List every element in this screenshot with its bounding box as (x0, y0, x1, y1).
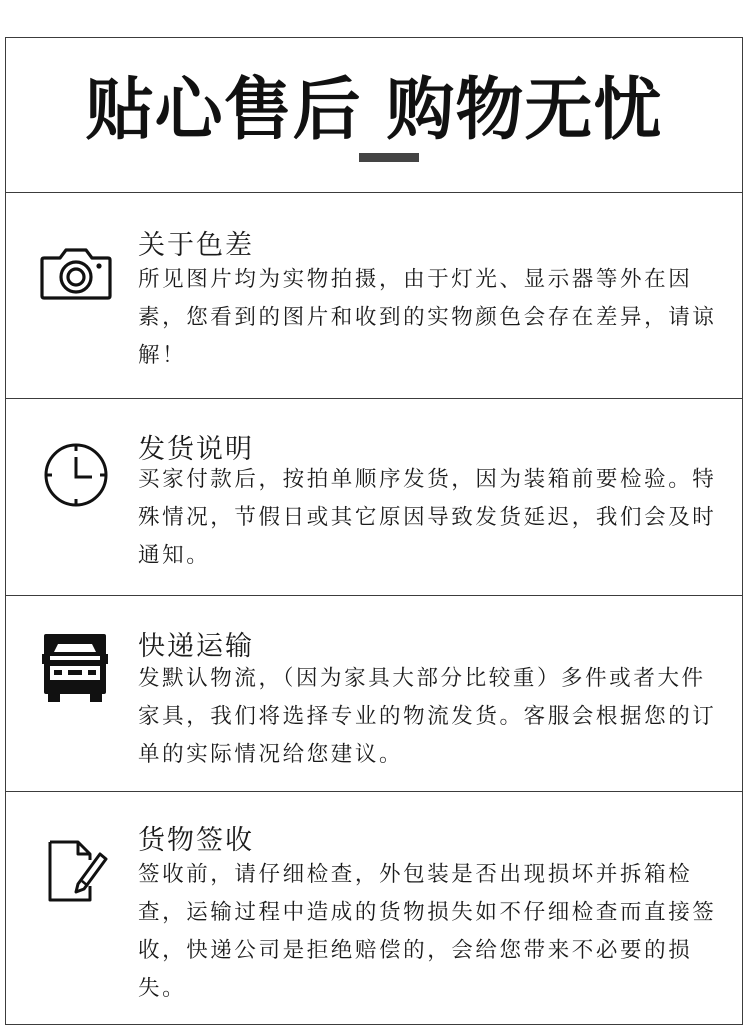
section-text: 所见图片均为实物拍摄，由于灯光、显示器等外在因素，您看到的图片和收到的实物颜色会存在差异，请谅解！ (138, 267, 717, 368)
page-title: 贴心售后 购物无忧 (85, 71, 663, 150)
section-express-transport (6, 596, 742, 792)
sign-document-icon (38, 834, 114, 910)
header (6, 38, 742, 193)
after-sales-panel (5, 37, 743, 1025)
section-text: 发默认物流，（因为家具大部分比较重）多件或者大件家具，我们将选择专业的物流发货。客服会根据您的订单的实际情况给您建议。 (138, 666, 717, 767)
section-title: 快递运输 (138, 631, 254, 662)
section-text: 签收前，请仔细检查，外包装是否出现损坏并拆箱检查，运输过程中造成的货物损失如不仔细检查而直接签收，快递公司是拒绝赔偿的，会给您带来不必要的损失。 (138, 862, 717, 1001)
section-shipping-notes (6, 399, 742, 596)
section-title: 关于色差 (138, 230, 254, 261)
camera-icon (38, 238, 114, 314)
clock-icon (38, 437, 114, 513)
title-underline (359, 153, 419, 162)
section-text: 买家付款后，按拍单顺序发货，因为装箱前要检验。特殊情况，节假日或其它原因导致发货延迟，我们会及时通知。 (138, 467, 717, 568)
section-color-difference (6, 193, 742, 399)
section-title: 发货说明 (138, 434, 254, 465)
section-title: 货物签收 (138, 825, 254, 856)
section-goods-receipt (6, 792, 742, 1024)
truck-icon (38, 630, 114, 706)
